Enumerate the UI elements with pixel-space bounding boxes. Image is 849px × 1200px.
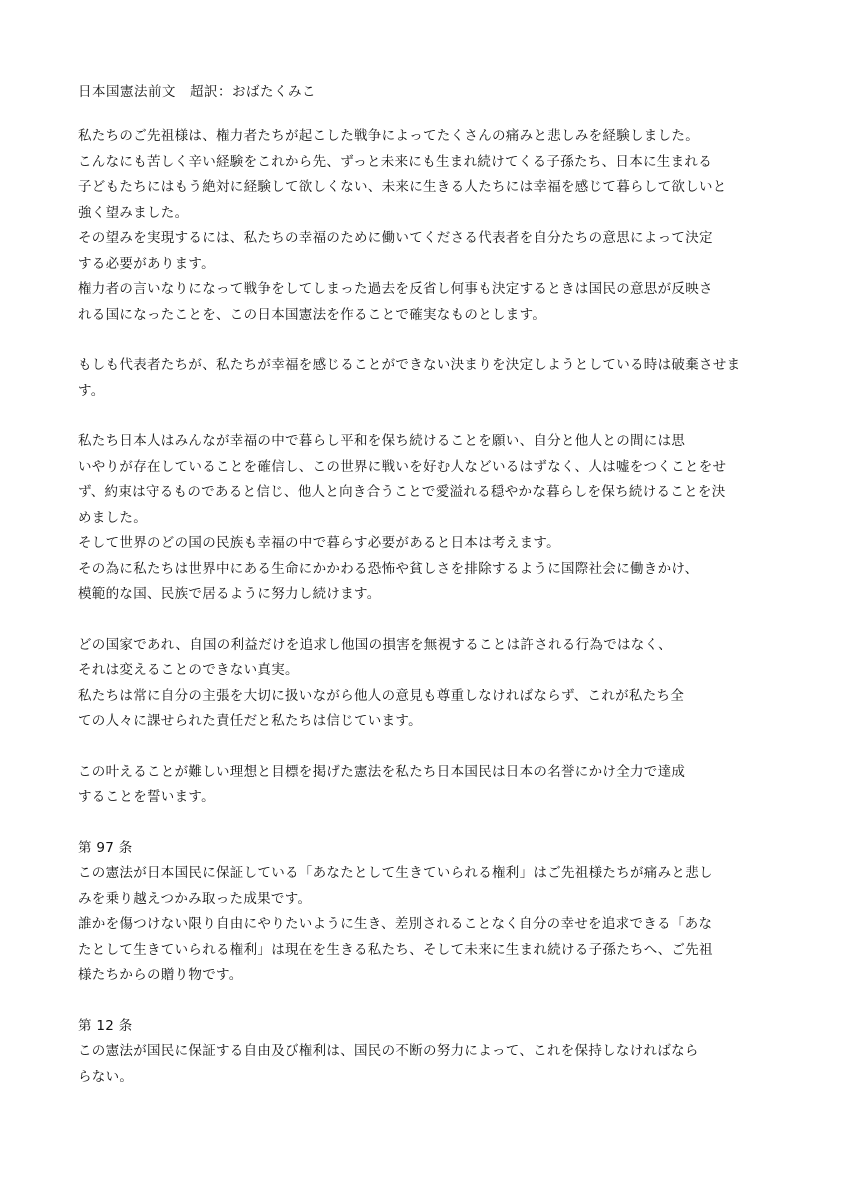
text-line: ての人々に課せられた責任だと私たちは信じています。 <box>78 713 422 729</box>
text-line: する必要があります。 <box>78 255 215 272</box>
text-line: 子どもたちにはもう絶対に経験して欲しくない、未来に生きる人たちには幸福を感じて暮らして欲しいと <box>78 179 727 195</box>
text-line: その望みを実現するには、私たちの幸福のために働いてくださる代表者を自分たちの意思によって決定 <box>78 230 713 246</box>
text-line: することを誓います。 <box>78 789 215 805</box>
text-line: 強く望みました。 <box>78 204 189 221</box>
text-line: それは変えることのできない真実。 <box>78 662 299 678</box>
text-line: す。 <box>78 382 105 399</box>
paragraph-gap <box>78 404 778 429</box>
paragraph <box>78 836 778 989</box>
paragraph <box>78 633 778 735</box>
text-line: この憲法が日本国民に保証している「あなたとして生きていられる権利」はご先祖様たちが痛みと悲し <box>78 865 713 881</box>
text-line: この叶えることが難しい理想と目標を掲げた憲法を私たち日本国民は日本の名誉にかけ全力で達成 <box>78 763 686 780</box>
text-line: れる国になったことを、この日本国憲法を作ることで確実なものとします。 <box>78 306 547 323</box>
text-line: 私たちは常に自分の主張を大切に扱いながら他人の意見も尊重しなければならず、これが私たち全 <box>78 687 685 704</box>
paragraph <box>78 1014 778 1091</box>
text-line: もしも代表者たちが、私たちが幸福を感じることができない決まりを決定しようとしている時は破棄させま <box>78 357 741 373</box>
text-line: らない。 <box>78 1068 134 1085</box>
text-line: 私たち日本人はみんなが幸福の中で暮らし平和を保ち続けることを願い、自分と他人との間には思 <box>78 433 686 449</box>
paragraph-gap <box>78 735 778 760</box>
text-line: 模範的な国、民族で居るように努力し続けます。 <box>78 586 381 602</box>
text-line: そして世界のどの国の民族も幸福の中で暮らす必要があると日本は考えます。 <box>78 535 560 551</box>
paragraph-gap <box>78 811 778 836</box>
text-line: みを乗り越えつかみ取った成果です。 <box>78 890 312 907</box>
paragraph-gap <box>78 608 778 633</box>
text-line: 私たちのご先祖様は、権力者たちが起こした戦争によってたくさんの痛みと悲しみを経験しました。 <box>78 128 699 144</box>
text-line: 権力者の言いなりになって戦争をしてしまった過去を反省し何事も決定するときは国民の意思が反映さ <box>78 281 713 297</box>
paragraph <box>78 760 778 811</box>
document-body <box>78 124 778 1090</box>
text-line: ず、約束は守るものであると信じ、他人と向き合うことで愛溢れる穏やかな暮らしを保ち続けることを決 <box>78 484 726 500</box>
text-line: たとして生きていられる権利」は現在を生きる私たち、そして未来に生まれ続ける子孫たちへ、ご先祖 <box>78 941 713 958</box>
text-line: いやりが存在していることを確信し、この世界に戦いを好む人などいるはずなく、人は嘘をつくことをせ <box>78 458 727 475</box>
paragraph <box>78 353 778 404</box>
text-line: 第 97 条 <box>78 839 133 856</box>
text-line: こんなにも苦しく辛い経験をこれから先、ずっと未来にも生まれ続けてくる子孫たち、日本に生まれる <box>78 153 712 170</box>
text-line: 誰かを傷つけない限り自由にやりたいように生き、差別されることなく自分の幸せを追求できる「あな <box>78 916 713 932</box>
text-line: この憲法が国民に保証する自由及び権利は、国民の不断の努力によって、これを保持しなければなら <box>78 1043 699 1059</box>
document-title: 日本国憲法前文 超訳：おばたくみこ <box>78 84 316 100</box>
paragraph <box>78 124 778 328</box>
paragraph <box>78 429 778 608</box>
text-line: どの国家であれ、自国の利益だけを追求し他国の損害を無視することは許される行為ではなく、 <box>78 636 672 653</box>
text-line: 様たちからの贈り物です。 <box>78 967 243 983</box>
paragraph-gap <box>78 989 778 1014</box>
text-line: 第 12 条 <box>78 1017 133 1034</box>
paragraph-gap <box>78 328 778 353</box>
text-line: その為に私たちは世界中にある生命にかかわる恐怖や貧しさを排除するように国際社会に働きかけ、 <box>78 560 699 577</box>
text-line: めました。 <box>78 509 147 526</box>
